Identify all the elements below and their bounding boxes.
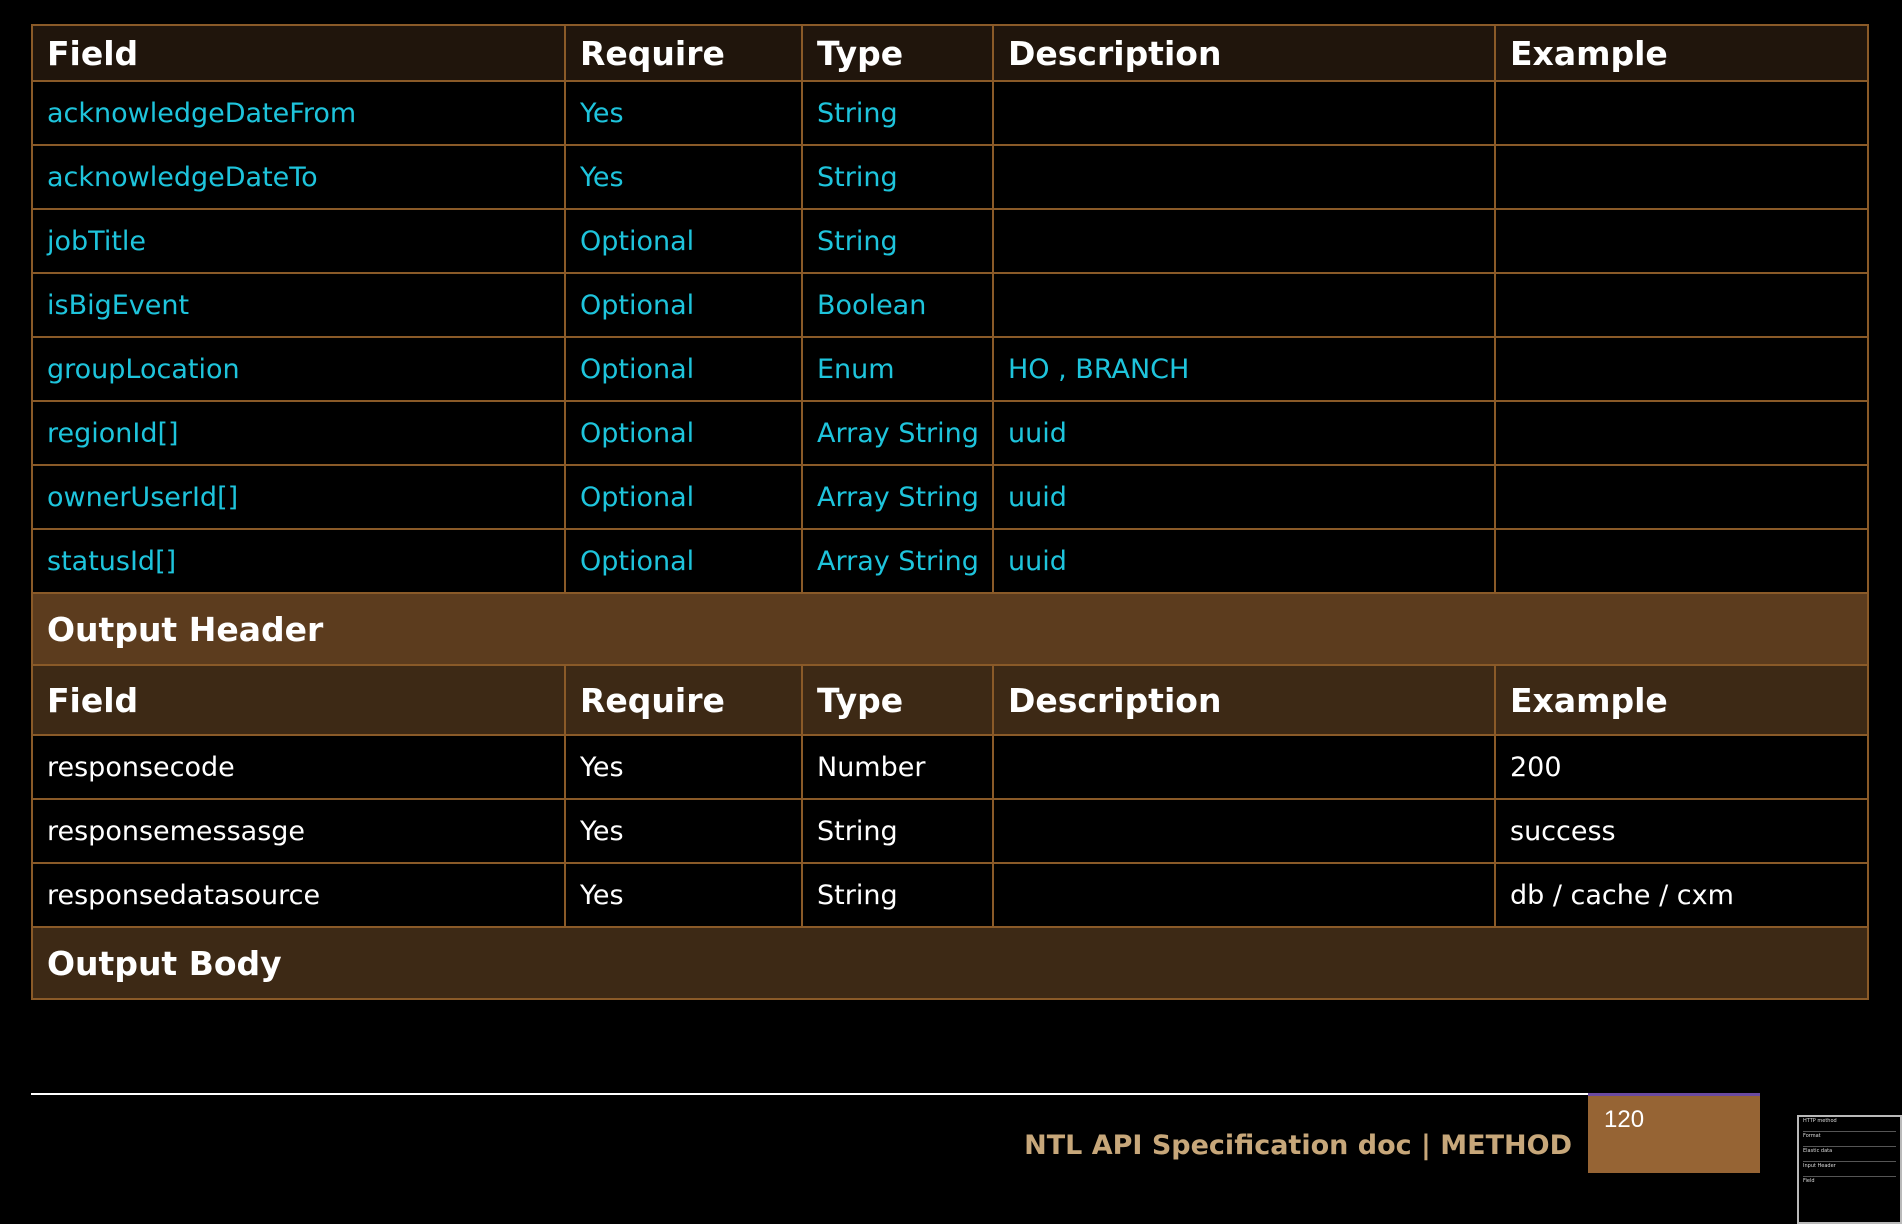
output-header-columns-row [32, 665, 1868, 735]
field-cell: ownerUserId[] [32, 465, 565, 529]
output-body-title: Output Body [32, 927, 1868, 999]
type-cell: Enum [802, 337, 993, 401]
example-cell [1495, 337, 1868, 401]
col-field-header: Field [32, 665, 565, 735]
field-cell: responsedatasource [32, 863, 565, 927]
field-cell: regionId[] [32, 401, 565, 465]
example-cell [1495, 209, 1868, 273]
description-cell [993, 81, 1495, 145]
example-cell: 200 [1495, 735, 1868, 799]
description-cell [993, 863, 1495, 927]
table-row [32, 337, 1868, 401]
spec-table [31, 24, 1869, 1000]
col-description-header: Description [993, 25, 1495, 81]
thumbnail-divider [1803, 1176, 1896, 1177]
thumbnail-label: Format [1803, 1133, 1821, 1139]
col-require-header: Require [565, 665, 802, 735]
field-cell: responsecode [32, 735, 565, 799]
table-row [32, 209, 1868, 273]
example-cell: success [1495, 799, 1868, 863]
thumbnail-label: HTTP method [1803, 1118, 1837, 1124]
col-example-header: Example [1495, 665, 1868, 735]
table-row [32, 81, 1868, 145]
type-cell: Boolean [802, 273, 993, 337]
type-cell: String [802, 799, 993, 863]
col-example-header: Example [1495, 25, 1868, 81]
example-cell [1495, 465, 1868, 529]
example-cell [1495, 81, 1868, 145]
field-cell: isBigEvent [32, 273, 565, 337]
description-cell [993, 145, 1495, 209]
output-header-section [32, 593, 1868, 665]
require-cell: Optional [565, 273, 802, 337]
type-cell: Array String [802, 401, 993, 465]
example-cell [1495, 401, 1868, 465]
slide-thumbnail[interactable] [1797, 1115, 1902, 1224]
thumbnail-label: Input Header [1803, 1163, 1836, 1169]
col-type-header: Type [802, 665, 993, 735]
table-row [32, 799, 1868, 863]
require-cell: Optional [565, 401, 802, 465]
field-cell: statusId[] [32, 529, 565, 593]
type-cell: String [802, 863, 993, 927]
table-row [32, 401, 1868, 465]
col-require-header: Require [565, 25, 802, 81]
example-cell: db / cache / cxm [1495, 863, 1868, 927]
table-row [32, 145, 1868, 209]
example-cell [1495, 529, 1868, 593]
field-cell: groupLocation [32, 337, 565, 401]
input-header-row [32, 25, 1868, 81]
field-cell: acknowledgeDateTo [32, 145, 565, 209]
require-cell: Yes [565, 81, 802, 145]
field-cell: jobTitle [32, 209, 565, 273]
thumbnail-divider [1803, 1161, 1896, 1162]
description-cell [993, 273, 1495, 337]
require-cell: Yes [565, 735, 802, 799]
thumbnail-label: Field [1803, 1178, 1815, 1184]
description-cell [993, 735, 1495, 799]
table-row [32, 529, 1868, 593]
type-cell: String [802, 81, 993, 145]
example-cell [1495, 145, 1868, 209]
require-cell: Optional [565, 465, 802, 529]
description-cell: uuid [993, 465, 1495, 529]
table-row [32, 735, 1868, 799]
type-cell: Array String [802, 529, 993, 593]
field-cell: acknowledgeDateFrom [32, 81, 565, 145]
require-cell: Yes [565, 145, 802, 209]
output-body-section [32, 927, 1868, 999]
require-cell: Optional [565, 209, 802, 273]
example-cell [1495, 273, 1868, 337]
type-cell: Number [802, 735, 993, 799]
col-field-header: Field [32, 25, 565, 81]
table-row [32, 863, 1868, 927]
require-cell: Yes [565, 799, 802, 863]
output-header-title: Output Header [32, 593, 1868, 665]
footer-divider [31, 1093, 1589, 1095]
description-cell [993, 799, 1495, 863]
table-row [32, 465, 1868, 529]
require-cell: Optional [565, 529, 802, 593]
thumbnail-label: Elastic data [1803, 1148, 1833, 1154]
require-cell: Optional [565, 337, 802, 401]
field-cell: responsemessasge [32, 799, 565, 863]
type-cell: String [802, 145, 993, 209]
thumbnail-divider [1803, 1146, 1896, 1147]
col-type-header: Type [802, 25, 993, 81]
type-cell: String [802, 209, 993, 273]
description-cell: HO , BRANCH [993, 337, 1495, 401]
page-number: 120 [1604, 1106, 1645, 1133]
description-cell [993, 209, 1495, 273]
type-cell: Array String [802, 465, 993, 529]
col-description-header: Description [993, 665, 1495, 735]
page-number-box [1588, 1093, 1760, 1173]
description-cell: uuid [993, 401, 1495, 465]
description-cell: uuid [993, 529, 1495, 593]
thumbnail-divider [1803, 1131, 1896, 1132]
footer-title: NTL API Specification doc | METHOD [1024, 1130, 1572, 1161]
table-row [32, 273, 1868, 337]
require-cell: Yes [565, 863, 802, 927]
